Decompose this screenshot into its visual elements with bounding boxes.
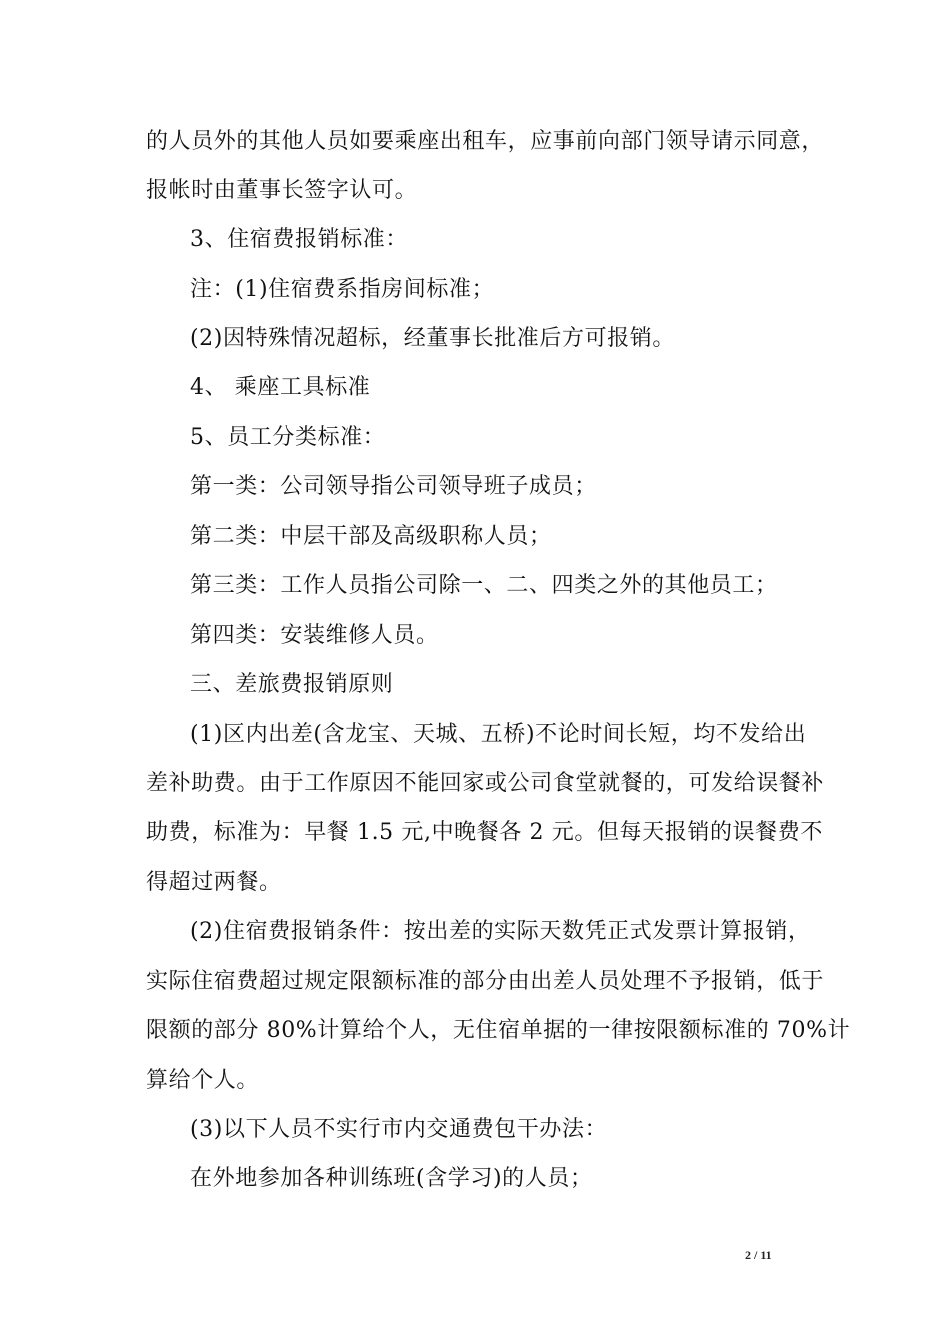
paragraph-line: 差补助费。由于工作原因不能回家或公司食堂就餐的，可发给误餐补 xyxy=(146,771,825,796)
paragraph-line: (1)区内出差(含龙宝、天城、五桥)不论时间长短，均不发给出 xyxy=(190,722,807,747)
paragraph-line: 第三类：工作人员指公司除一、二、四类之外的其他员工； xyxy=(190,573,778,598)
paragraph-line: 限额的部分 80%计算给个人，无住宿单据的一律按限额标准的 70%计 xyxy=(146,1018,851,1043)
paragraph-line: 算给个人。 xyxy=(146,1068,260,1093)
paragraph-line: 注：(1)住宿费系指房间标准； xyxy=(190,277,495,302)
section-heading: 4、 乘座工具标准 xyxy=(190,375,371,400)
paragraph-line: 在外地参加各种训练班(含学习)的人员； xyxy=(190,1166,593,1191)
paragraph-line: (3)以下人员不实行市内交通费包干办法： xyxy=(190,1117,608,1142)
section-heading: 5、员工分类标准： xyxy=(190,425,386,450)
paragraph-line: 报帐时由董事长签字认可。 xyxy=(146,178,418,203)
paragraph-line: 第四类：安装维修人员。 xyxy=(190,623,439,648)
paragraph-line: 助费，标准为：早餐 1.5 元,中晚餐各 2 元。但每天报销的误餐费不 xyxy=(146,820,823,845)
paragraph-line: 第一类：公司领导指公司领导班子成员； xyxy=(190,474,597,499)
paragraph-line: 得超过两餐。 xyxy=(146,870,282,895)
page-number: 2 / 11 xyxy=(745,1248,772,1262)
paragraph-line: 第二类：中层干部及高级职称人员； xyxy=(190,524,552,549)
paragraph-line: (2)住宿费报销条件：按出差的实际天数凭正式发票计算报销， xyxy=(190,919,811,944)
paragraph-line: (2)因特殊情况超标，经董事长批准后方可报销。 xyxy=(190,326,675,351)
paragraph-line: 实际住宿费超过规定限额标准的部分由出差人员处理不予报销，低于 xyxy=(146,969,825,994)
section-heading: 3、住宿费报销标准： xyxy=(190,227,408,252)
paragraph-line: 的人员外的其他人员如要乘座出租车，应事前向部门领导请示同意， xyxy=(146,129,825,154)
section-heading: 三、差旅费报销原则 xyxy=(190,672,394,697)
